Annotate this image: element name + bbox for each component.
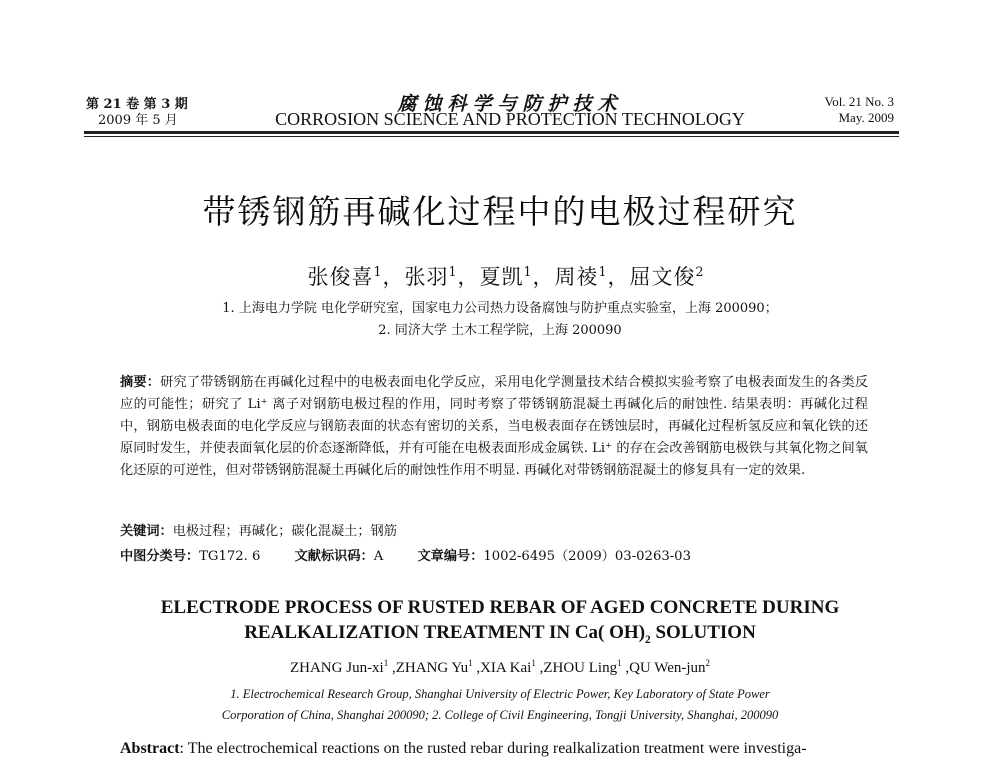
author-cn: 屈文俊$^2$	[629, 264, 705, 289]
keywords-cn-text: 电极过程；再碱化；碳化混凝土；钢筋	[172, 524, 397, 539]
paper-title-en-line2: REALKALIZATION TREATMENT IN Ca( $OH)_2$ SOLUTION	[244, 622, 756, 646]
author-en: ZHANG Jun-$xi^1$	[289, 658, 389, 676]
keywords-cn-label: 关键词：	[120, 524, 173, 539]
author-cn: 夏凯$^1$	[479, 264, 533, 289]
author-en: XIA Kai$^1$	[480, 658, 536, 676]
abstract-en-text: : The electrochemical reactions on the rusted rebar during realkalization treatment were investiga-	[179, 740, 807, 757]
abstract-cn-label: 摘要：	[120, 375, 161, 390]
abstract-en-label: Abstract	[120, 740, 180, 757]
document-code: 文献标识码：A	[294, 549, 384, 564]
abstract-cn-text: 研究了带锈钢筋在再碱化过程中的电极表面电化学反应，采用电化学测量技术结合模拟实验考察了电极表面发生的各类反应的可能性；研究了 Li⁺ 离子对钢筋电极过程的作用，同时考察了带锈钢筋混凝土再碱化后的耐蚀性. 结果表明：再碱化过程中，钢筋电极表面的电化学反应与钢筋表面的状态有密切的关系，当电极表面存在锈蚀层时，再碱化过程析氢反应和氧化铁的还原同时发生，并使表面氧化层的价态逐渐降低，并有可能在电极表面形成金属铁. Li⁺ 的存在会改善钢筋电极铁与其氧化物之间氧化还原的可逆性，但对带锈钢筋混凝土再碱化后的耐蚀性作用不明显. 再碱化对带锈钢筋混凝土的修复具有一定的效果.	[120, 375, 869, 478]
paper-title-cn: 带锈钢筋再碱化过程中的电极过程研究	[202, 192, 798, 231]
journal-name-cn: 腐蚀科学与防护技术	[397, 93, 623, 115]
classification-row	[120, 545, 721, 564]
journal-name-en: CORROSION SCIENCE AND PROTECTION TECHNOLOGY	[275, 109, 745, 129]
abstract-en	[120, 740, 807, 758]
keywords-cn	[120, 520, 397, 539]
header-rule-thin	[84, 136, 899, 137]
header-rule-thick	[84, 131, 899, 134]
authors-en: ZHANG Jun-$xi^1$ ,ZHANG Yu$^1$ ,XIA Kai$^1$ ,ZHOU Ling$^1$ ,QU Wen-jun$^2$	[289, 658, 711, 676]
author-en: ZHANG Yu$^1$	[395, 658, 473, 676]
affiliation-cn-1: 1. 上海电力学院 电化学研究室，国家电力公司热力设备腐蚀与防护重点实验室，上海 200090；	[222, 301, 778, 316]
paper-title-en-line1: ELECTRODE PROCESS OF RUSTED REBAR OF AGED CONCRETE DURING	[160, 597, 840, 618]
affiliation-en-1: 1. Electrochemical Research Group, Shanghai University of Electric Power, Key Laboratory of State Power	[230, 687, 770, 701]
author-en: ZHOU Ling$^1$	[543, 658, 622, 676]
article-number: 文章编号：1002-6495（2009）03-0263-03	[417, 549, 691, 564]
volume-issue-en: Vol. 21 No. 3	[824, 94, 894, 109]
volume-issue-cn: 第 21 卷 第 3 期	[86, 97, 188, 112]
author-cn: 张俊喜$^1$	[307, 264, 383, 289]
affiliation-cn-2: 2. 同济大学 土木工程学院，上海 200090	[378, 323, 622, 338]
author-en: QU Wen-jun$^2$	[629, 658, 711, 676]
affiliation-en-2: Corporation of China, Shanghai 200090; 2. College of Civil Engineering, Tongji University, Shanghai, 200090	[221, 708, 779, 722]
author-cn: 周祾$^1$	[554, 264, 608, 289]
date-en: May. 2009	[838, 110, 894, 125]
abstract-cn	[120, 372, 868, 482]
authors-cn: 张俊喜$^1$，张羽$^1$，夏凯$^1$，周祾$^1$，屈文俊$^2$	[307, 264, 705, 289]
author-cn: 张羽$^1$	[404, 264, 458, 289]
date-cn: 2009 年 5 月	[98, 113, 178, 128]
clc-number: 中图分类号：TG172. 6	[120, 549, 261, 564]
